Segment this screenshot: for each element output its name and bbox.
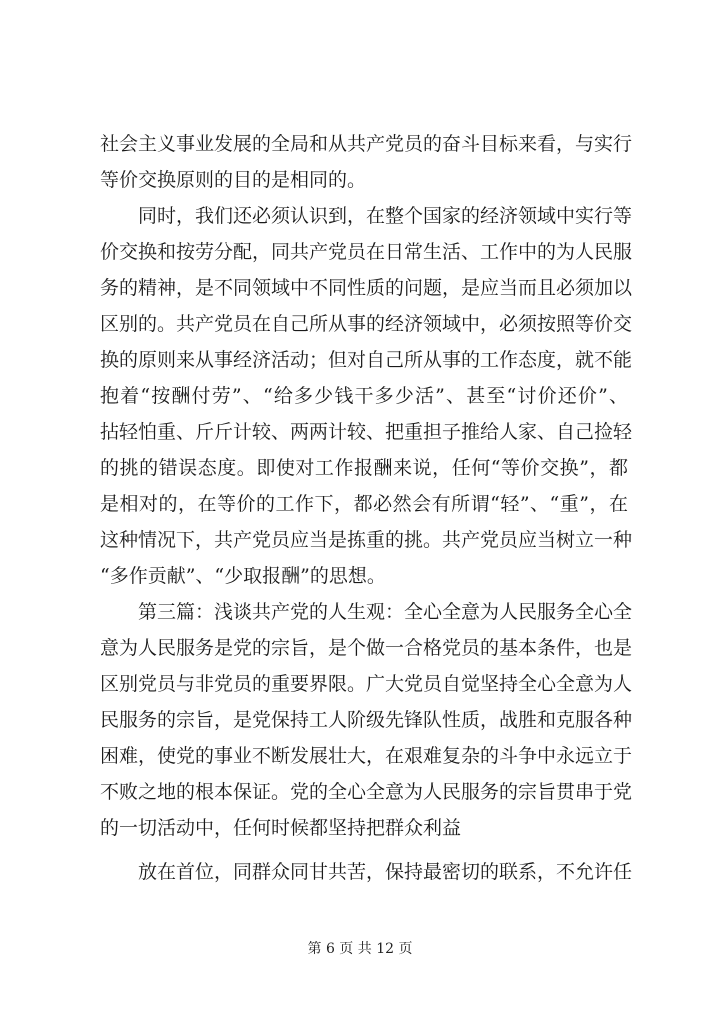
text-line: 是相对的，在等价的工作下，都必然会有所谓“轻”、“重”，在 <box>100 493 628 515</box>
text-line: 同时，我们还必须认识到，在整个国家的经济领域中实行等 <box>138 205 633 227</box>
paragraph <box>100 126 633 198</box>
text-line: 意为人民服务是党的宗旨，是个做一合格党员的基本条件，也是 <box>100 637 633 659</box>
text-line: 民服务的宗旨，是党保持工人阶级先锋队性质，战胜和克服各种 <box>100 709 633 731</box>
text-line: 不败之地的根本保证。党的全心全意为人民服务的宗旨贯串于党 <box>100 781 633 803</box>
text-line: 区别的。共产党员在自己所从事的经济领域中，必须按照等价交 <box>100 313 633 335</box>
paragraph <box>100 198 633 594</box>
text-line: 放在首位，同群众同甘共苦，保持最密切的联系，不允许任 <box>138 861 633 883</box>
text-line: 等价交换原则的目的是相同的。 <box>100 169 367 191</box>
text-line: 换的原则来从事经济活动；但对自己所从事的工作态度，就不能 <box>100 349 633 371</box>
text-line: 务的精神，是不同领域中不同性质的问题，是应当而且必须加以 <box>100 277 633 299</box>
paragraph <box>100 854 633 890</box>
text-line: 的一切活动中，任何时候都坚持把群众利益 <box>100 817 462 839</box>
text-line: 拈轻怕重、斤斤计较、两两计较、把重担子推给人家、自己捡轻 <box>100 421 633 443</box>
page-footer: 第 6 页 共 12 页 <box>307 941 413 957</box>
text-line: 抱着“按酬付劳”、“给多少钱干多少活”、甚至“讨价还价”、 <box>100 385 628 407</box>
text-line: 第三篇：浅谈共产党的人生观：全心全意为人民服务全心全 <box>138 601 633 623</box>
paragraph <box>100 594 633 846</box>
text-line: 社会主义事业发展的全局和从共产党员的奋斗目标来看，与实行 <box>100 133 633 155</box>
text-line: 这种情况下，共产党员应当是拣重的挑。共产党员应当树立一种 <box>100 529 633 551</box>
body-text <box>100 126 633 890</box>
paragraph-gap <box>100 846 628 854</box>
text-line: 的挑的错误态度。即使对工作报酬来说，任何“等价交换”，都 <box>100 457 628 479</box>
text-line: 价交换和按劳分配，同共产党员在日常生活、工作中的为人民服 <box>100 241 633 263</box>
text-line: “多作贡献”、“少取报酬”的思想。 <box>100 565 386 587</box>
text-line: 区别党员与非党员的重要界限。广大党员自觉坚持全心全意为人 <box>100 673 633 695</box>
text-line: 困难，使党的事业不断发展壮大，在艰难复杂的斗争中永远立于 <box>100 745 633 767</box>
